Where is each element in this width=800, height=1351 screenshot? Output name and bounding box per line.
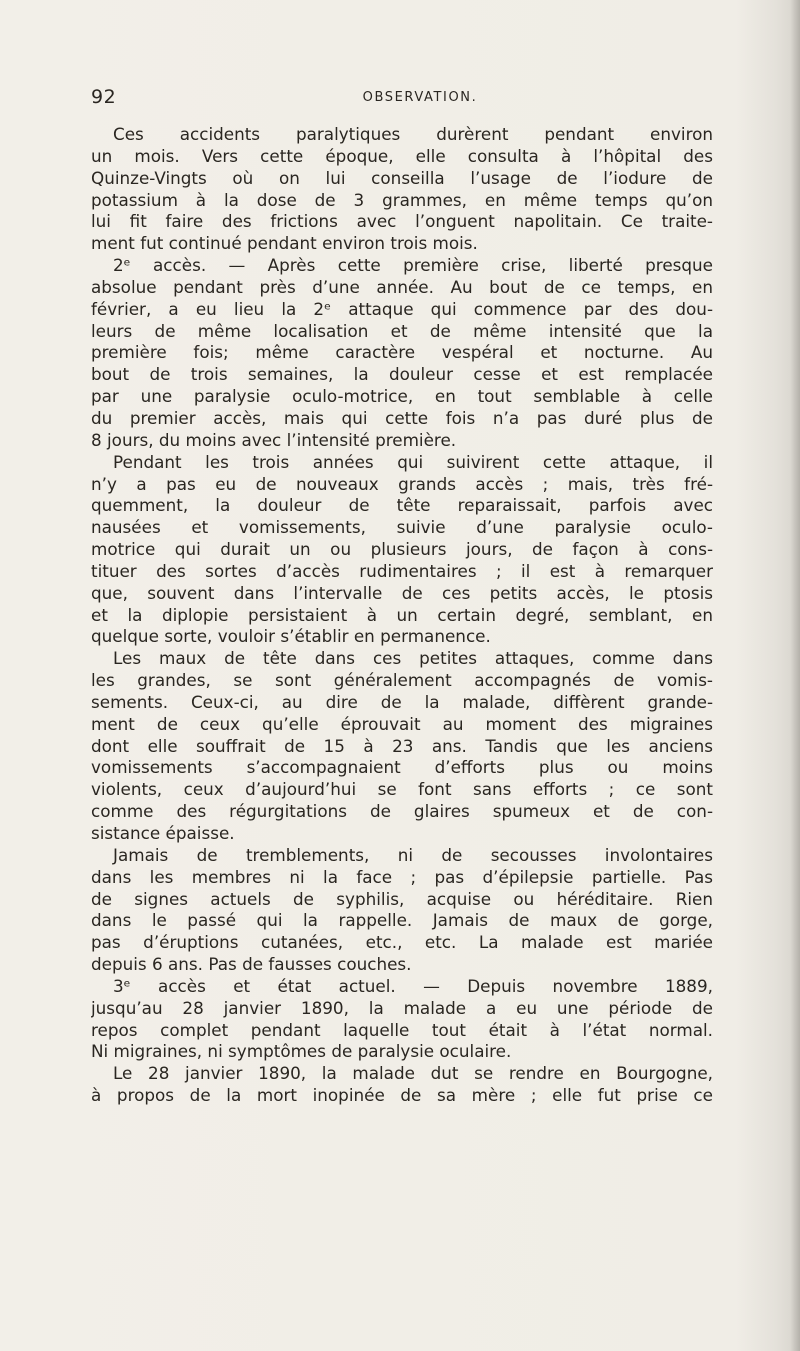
text-line: de signes actuels de syphilis, acquise ou héréditaire. Rien <box>91 888 713 909</box>
text-line: ment fut continué pendant environ trois mois. <box>91 233 478 254</box>
text-line: n’y a pas eu de nouveaux grands accès ; mais, très fré- <box>91 473 713 494</box>
text-line: comme des régurgitations de glaires spumeux et de con- <box>91 801 713 822</box>
text-line: Les maux de tête dans ces petites attaques, comme dans <box>113 648 713 669</box>
text-line: repos complet pendant laquelle tout était à l’état normal. <box>91 1019 713 1040</box>
text-line: potassium à la dose de 3 grammes, en même temps qu’on <box>91 189 713 210</box>
running-head: OBSERVATION. <box>362 90 478 105</box>
text-line: tituer des sortes d’accès rudimentaires ; il est à remarquer <box>91 560 713 581</box>
text-line: Jamais de tremblements, ni de secousses involontaires <box>113 844 713 865</box>
text-line: un mois. Vers cette époque, elle consulta à l’hôpital des <box>91 145 713 166</box>
text-line: 8 jours, du moins avec l’intensité première. <box>91 429 457 450</box>
text-line: pas d’éruptions cutanées, etc., etc. La malade est mariée <box>91 932 713 953</box>
text-line: absolue pendant près d’une année. Au bout de ce temps, en <box>91 276 713 297</box>
text-line: ment de ceux qu’elle éprouvait au moment des migraines <box>91 713 713 734</box>
text-line: sements. Ceux-ci, au dire de la malade, diffèrent grande- <box>91 691 713 712</box>
text-line: Ces accidents paralytiques durèrent pendant environ <box>113 124 713 144</box>
text-line: vomissements s’accompagnaient d’efforts plus ou moins <box>91 757 713 778</box>
text-line: Ni migraines, ni symptômes de paralysie oculaire. <box>91 1041 512 1062</box>
text-line: sistance épaisse. <box>91 823 235 843</box>
text-line: 3ᵉ accès et état actuel. — Depuis novembre 1889, <box>113 975 713 996</box>
body-text <box>91 124 713 1107</box>
text-line: lui fit faire des frictions avec l’onguent napolitain. Ce traite- <box>91 211 713 232</box>
text-line: jusqu’au 28 janvier 1890, la malade a eu une période de <box>91 997 713 1018</box>
text-line: dans les membres ni la face ; pas d’épilepsie partielle. Pas <box>91 866 713 887</box>
text-line: première fois; même caractère vespéral et nocturne. Au <box>91 342 713 363</box>
page-number: 92 <box>91 86 117 108</box>
text-line: du premier accès, mais qui cette fois n’a pas duré plus de <box>91 407 713 428</box>
page-edge-shadow <box>790 0 800 1351</box>
text-line: 2ᵉ accès. — Après cette première crise, liberté presque <box>113 255 713 276</box>
text-line: Pendant les trois années qui suivirent cette attaque, il <box>113 451 713 472</box>
text-line: quelque sorte, vouloir s’établir en permanence. <box>91 626 491 647</box>
text-line: à propos de la mort inopinée de sa mère ; elle fut prise ce <box>91 1085 713 1106</box>
page-header <box>91 86 729 112</box>
text-line: dont elle souffrait de 15 à 23 ans. Tandis que les anciens <box>91 735 713 756</box>
text-line: par une paralysie oculo-motrice, en tout semblable à celle <box>91 386 713 407</box>
text-line: depuis 6 ans. Pas de fausses couches. <box>91 954 412 975</box>
text-line: quemment, la douleur de tête reparaissait, parfois avec <box>91 495 713 516</box>
text-line: nausées et vomissements, suivie d’une paralysie oculo- <box>91 517 713 538</box>
text-line: bout de trois semaines, la douleur cesse et est remplacée <box>91 364 713 385</box>
text-line: que, souvent dans l’intervalle de ces petits accès, le ptosis <box>91 582 713 603</box>
text-line: leurs de même localisation et de même intensité que la <box>91 320 713 341</box>
text-line: et la diplopie persistaient à un certain degré, semblant, en <box>91 604 713 625</box>
text-line: Le 28 janvier 1890, la malade dut se rendre en Bourgogne, <box>113 1063 713 1084</box>
text-line: violents, ceux d’aujourd’hui se font sans efforts ; ce sont <box>91 779 713 800</box>
text-line: février, a eu lieu la 2ᵉ attaque qui commence par des dou- <box>91 298 713 319</box>
text-line: les grandes, se sont généralement accompagnés de vomis- <box>91 670 713 691</box>
text-line: dans le passé qui la rappelle. Jamais de maux de gorge, <box>91 910 713 931</box>
text-line: motrice qui durait un ou plusieurs jours, de façon à cons- <box>91 539 713 560</box>
text-line: Quinze-Vingts où on lui conseilla l’usage de l’iodure de <box>91 167 713 188</box>
